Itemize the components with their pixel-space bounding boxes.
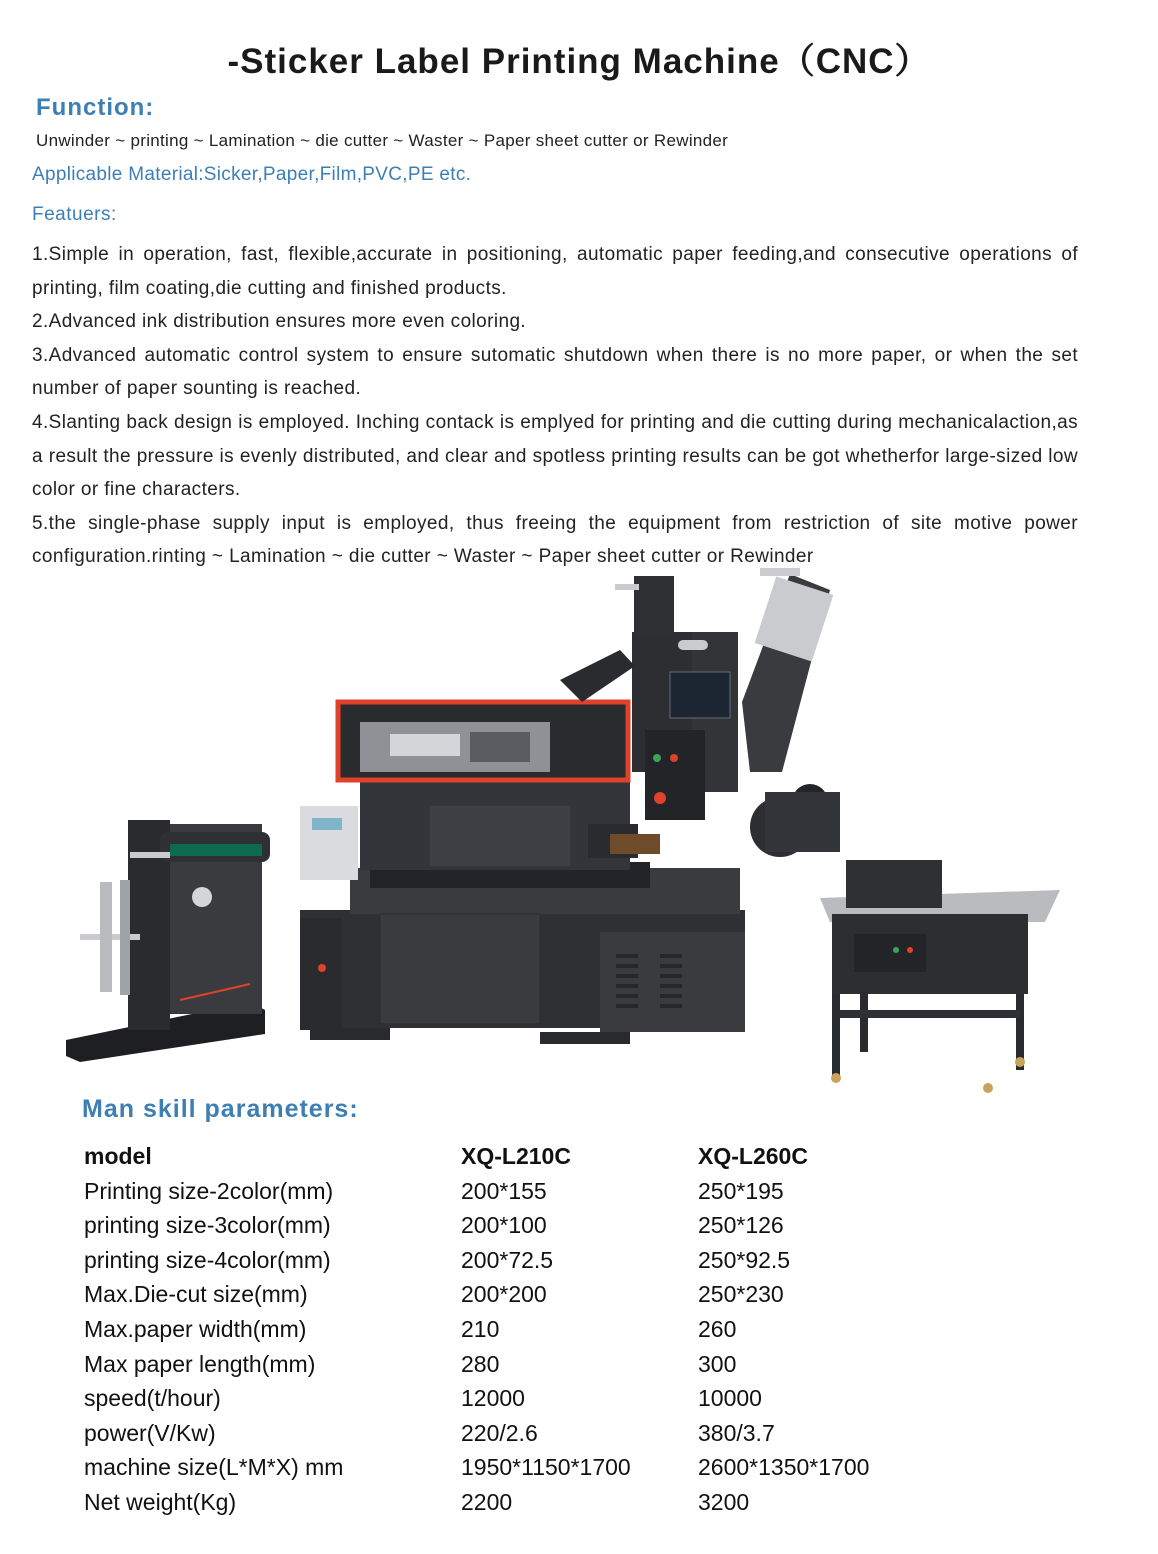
header-cell: XQ-L260C	[698, 1143, 808, 1169]
feature-item: 1.Simple in operation, fast, flexible,accurate in positioning, automatic paper feeding,and consecutive operations of printing, film coating,die cutting and finished products.	[32, 244, 1078, 299]
row-label: printing size-4color(mm)	[84, 1246, 331, 1273]
applicable-material: Applicable Material:Sicker,Paper,Film,PVC,PE etc.	[32, 164, 472, 185]
row-value: 280	[461, 1350, 500, 1377]
row-label: machine size(L*M*X) mm	[84, 1454, 344, 1481]
function-text: Unwinder ~ printing ~ Lamination ~ die cutter ~ Waster ~ Paper sheet cutter or Rewinder	[36, 131, 729, 150]
unwinder-unit	[66, 820, 270, 1062]
feature-item: 5.the single-phase supply input is employed, thus freeing the equipment from restriction of site motive power configuration.rinting ~ Lamination ~ die cutter ~ Waster ~ Paper sheet cutter or Rewinder	[32, 512, 1078, 568]
row-value: 200*200	[461, 1281, 547, 1308]
row-value: 200*155	[461, 1177, 547, 1204]
row-value: 250*126	[698, 1212, 784, 1239]
feature-item: 2.Advanced ink distribution ensures more even coloring.	[32, 311, 527, 333]
row-value: 10000	[698, 1385, 762, 1412]
features-list	[32, 238, 1078, 574]
row-label: Net weight(Kg)	[84, 1488, 237, 1515]
row-label: Max paper length(mm)	[84, 1350, 316, 1377]
row-label: speed(t/hour)	[84, 1385, 221, 1412]
row-value: 250*92.5	[698, 1246, 791, 1273]
header-cell: model	[84, 1143, 152, 1169]
row-value: 220/2.6	[461, 1419, 538, 1446]
sheet-cutter-unit	[820, 860, 1060, 1093]
row-value: 2600*1350*1700	[698, 1454, 870, 1481]
row-value: 2200	[461, 1488, 513, 1515]
row-value: 260	[698, 1315, 737, 1342]
main-machine	[300, 568, 840, 1044]
row-value: 300	[698, 1350, 737, 1377]
row-value: 210	[461, 1315, 500, 1342]
row-value: 200*72.5	[461, 1246, 554, 1273]
row-label: power(V/Kw)	[84, 1419, 216, 1446]
page-title: -Sticker Label Printing Machine（CNC）	[227, 42, 931, 81]
row-value: 1950*1150*1700	[461, 1454, 631, 1481]
row-label: Max.paper width(mm)	[84, 1315, 307, 1342]
row-label: printing size-3color(mm)	[84, 1212, 331, 1239]
row-value: 3200	[698, 1488, 750, 1515]
feature-item: 4.Slanting back design is employed. Inching contack is emplyed for printing and die cutting during mechanicalaction,as a result the pressure is evenly distributed, and clear and spotless printing results can be got whetherfor large-sized low color or fine characters.	[32, 411, 1078, 501]
machine-photo	[60, 562, 1080, 1102]
row-value: 250*230	[698, 1281, 784, 1308]
row-value: 200*100	[461, 1212, 547, 1239]
feature-item: 3.Advanced automatic control system to ensure sutomatic shutdown when there is no more paper, or when the set number of paper sounting is reached.	[32, 344, 1078, 400]
header-cell: XQ-L210C	[461, 1143, 571, 1169]
row-value: 12000	[461, 1385, 525, 1412]
features-heading: Featuers:	[32, 204, 117, 225]
function-heading: Function:	[36, 94, 155, 121]
params-heading: Man skill parameters:	[82, 1095, 359, 1123]
row-value: 380/3.7	[698, 1419, 775, 1446]
row-label: Printing size-2color(mm)	[84, 1177, 334, 1204]
row-value: 250*195	[698, 1177, 784, 1204]
row-label: Max.Die-cut size(mm)	[84, 1281, 308, 1308]
